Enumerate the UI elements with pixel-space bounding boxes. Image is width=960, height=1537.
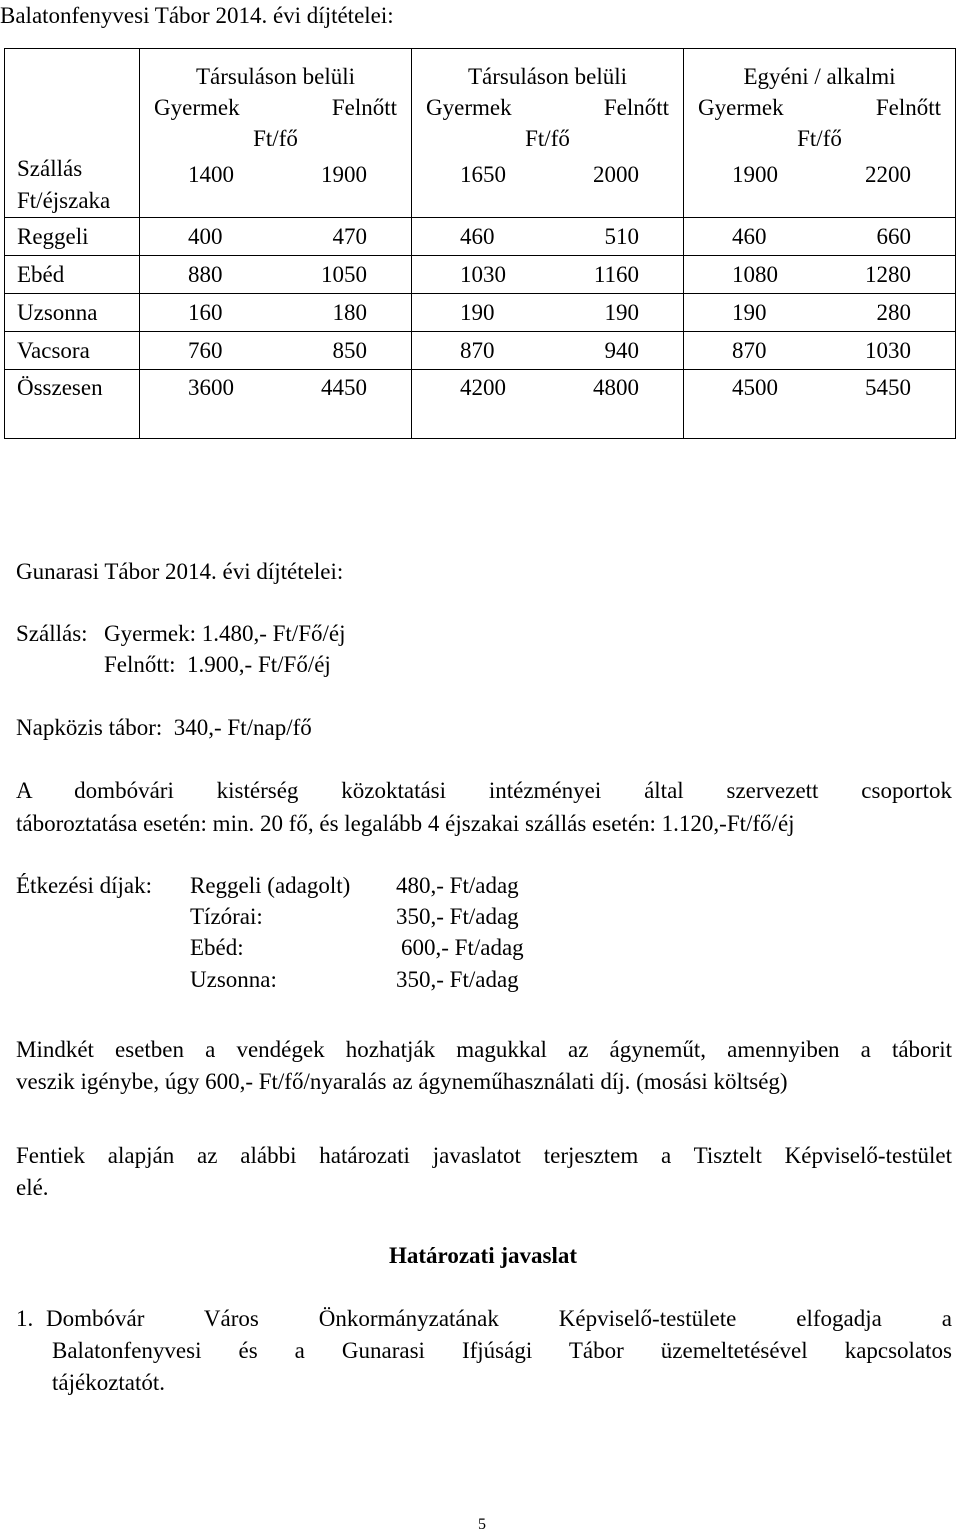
total-value: 4800 [593, 375, 639, 400]
header-child: Gyermek [154, 95, 240, 120]
cell-value: 870 [460, 338, 495, 363]
total-value: 5450 [865, 375, 911, 400]
lodging-value: 1900 [321, 162, 367, 187]
total-value: 4500 [732, 375, 778, 400]
header-unit: Ft/fő [525, 126, 570, 151]
cell-value: 1160 [593, 262, 639, 287]
meal-price: 350,- Ft/adag [396, 967, 519, 992]
cell-value: 850 [332, 338, 367, 363]
cell-value: 1030 [460, 262, 506, 287]
lodging-label: Szállás [17, 156, 83, 181]
gunaras-title: Gunarasi Tábor 2014. évi díjtételei: [16, 559, 344, 584]
header-group-title: Társuláson belüli [195, 64, 356, 89]
cell-value: 400 [188, 224, 223, 249]
school-groups-line-2: táboroztatása esetén: min. 20 fő, és legalább 4 éjszakai szállás esetén: 1.120,-Ft/fő/éj [16, 811, 795, 836]
lodging-value: 1650 [460, 162, 506, 187]
cell-value: 180 [332, 300, 367, 325]
header-adult: Felnőtt [875, 95, 941, 120]
bedding-line-1: Mindkét esetben a vendégek hozhatják magukkal az ágyneműt, amennyiben a táborit [16, 1037, 952, 1062]
lodging-value: 2200 [865, 162, 911, 187]
gunaras-day-camp: Napközis tábor: 340,- Ft/nap/fő [16, 715, 312, 740]
cell-value: 460 [460, 224, 495, 249]
row-label: Reggeli [5, 218, 140, 256]
cell-value: 940 [604, 338, 639, 363]
cell-value: 760 [188, 338, 223, 363]
header-group-1 [140, 49, 412, 218]
header-group-3 [684, 49, 956, 218]
header-group-title: Társuláson belüli [467, 64, 628, 89]
cell-value: 880 [188, 262, 223, 287]
cell-value: 280 [876, 300, 911, 325]
header-unit: Ft/fő [253, 126, 298, 151]
total-value: 4200 [460, 375, 506, 400]
resolution-line-1: Dombóvár Város Önkormányzatának Képviselő-testülete elfogadja a [46, 1306, 952, 1331]
gunaras-lodging-child: Gyermek: 1.480,- Ft/Fő/éj [104, 621, 346, 646]
header-child: Gyermek [698, 95, 784, 120]
header-adult: Felnőtt [603, 95, 669, 120]
page-number: 5 [478, 1516, 486, 1533]
total-value: 4450 [321, 375, 367, 400]
resolution-line-2: Balatonfenyvesi és a Gunarasi Ifjúsági Tábor üzemeltetésével kapcsolatos [52, 1338, 952, 1363]
cell-value: 190 [604, 300, 639, 325]
cell-value: 510 [604, 224, 639, 249]
cell-value: 1050 [321, 262, 367, 287]
total-label: Összesen [5, 370, 140, 439]
table-row [5, 218, 956, 256]
balaton-price-table [4, 48, 956, 439]
row-label: Ebéd [5, 256, 140, 294]
cell-value: 190 [460, 300, 495, 325]
meals-label: Étkezési díjak: [16, 873, 153, 898]
meal-name: Ebéd: [190, 935, 244, 960]
proposal-line-1: Fentiek alapján az alábbi határozati javaslatot terjesztem a Tisztelt Képviselő-testület [16, 1143, 952, 1168]
cell-value: 190 [732, 300, 767, 325]
table-row [5, 256, 956, 294]
header-group-title: Egyéni / alkalmi [743, 64, 896, 89]
table-row [5, 332, 956, 370]
gunaras-lodging-label: Szállás: [16, 621, 88, 646]
cell-value: 1080 [732, 262, 778, 287]
cell-value: 460 [732, 224, 767, 249]
meal-price: 350,- Ft/adag [396, 904, 519, 929]
table-row [5, 294, 956, 332]
balaton-title: Balatonfenyvesi Tábor 2014. évi díjtételei: [0, 3, 394, 28]
header-child: Gyermek [426, 95, 512, 120]
lodging-value: 2000 [593, 162, 639, 187]
resolution-line-3: tájékoztatót. [52, 1370, 166, 1395]
header-unit: Ft/fő [797, 126, 842, 151]
header-adult: Felnőtt [331, 95, 397, 120]
total-value: 3600 [188, 375, 234, 400]
row-label: Vacsora [5, 332, 140, 370]
lodging-unit: Ft/éjszaka [17, 188, 111, 213]
meal-price: 480,- Ft/adag [396, 873, 519, 898]
meal-name: Tízórai: [190, 904, 263, 929]
school-groups-line-1: A dombóvári kistérség közoktatási intézményei által szervezett csoportok [16, 778, 952, 803]
resolution-title: Határozati javaslat [388, 1243, 577, 1268]
proposal-line-2: elé. [16, 1175, 49, 1200]
cell-value: 660 [876, 224, 911, 249]
meal-price: 600,- Ft/adag [401, 935, 524, 960]
bedding-line-2: veszik igénybe, úgy 600,- Ft/fő/nyaralás az ágyneműhasználati díj. (mosási költség) [16, 1069, 788, 1094]
meal-name: Reggeli (adagolt) [190, 873, 351, 898]
cell-value: 470 [332, 224, 367, 249]
total-row [5, 370, 956, 439]
cell-value: 870 [732, 338, 767, 363]
cell-value: 1030 [865, 338, 911, 363]
resolution-number: 1. [16, 1306, 34, 1331]
lodging-label-cell [5, 49, 140, 218]
row-label: Uzsonna [5, 294, 140, 332]
cell-value: 1280 [865, 262, 911, 287]
lodging-value: 1400 [188, 162, 234, 187]
lodging-value: 1900 [732, 162, 778, 187]
header-group-2 [412, 49, 684, 218]
gunaras-lodging-adult: Felnőtt: 1.900,- Ft/Fő/éj [104, 652, 331, 677]
cell-value: 160 [188, 300, 223, 325]
meal-name: Uzsonna: [190, 967, 277, 992]
